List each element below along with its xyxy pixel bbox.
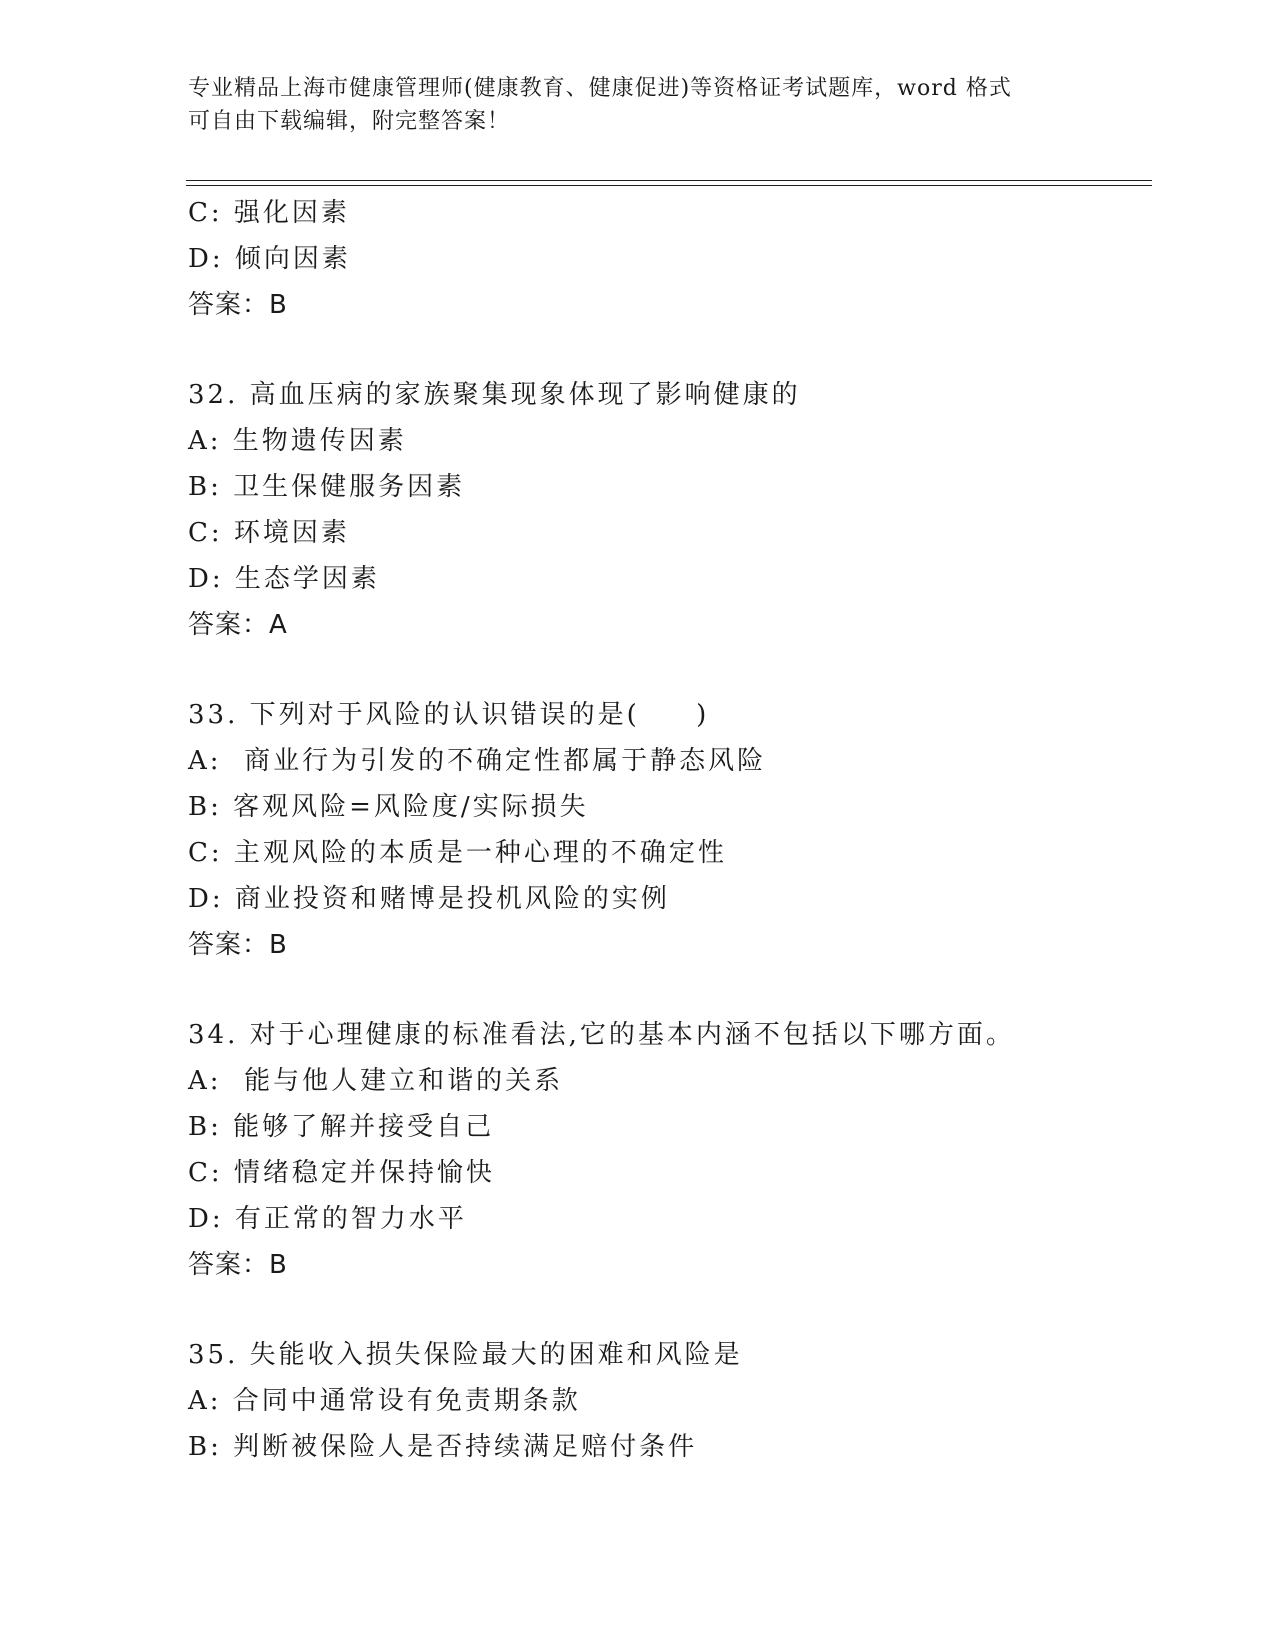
- option-b: B: 能够了解并接受自己: [188, 1112, 495, 1142]
- header-divider-top: [186, 180, 1152, 181]
- option-a: A: 能与他人建立和谐的关系: [188, 1066, 564, 1096]
- option-d: D: 商业投资和赌博是投机风险的实例: [188, 884, 670, 914]
- option-c: C: 主观风险的本质是一种心理的不确定性: [188, 838, 727, 868]
- option-d: D: 生态学因素: [188, 564, 380, 594]
- answer-line: 答案：B: [188, 1250, 288, 1280]
- option-c: C: 环境因素: [188, 518, 350, 548]
- answer-line: 答案：B: [188, 930, 288, 960]
- option-c: C: 强化因素: [188, 198, 350, 228]
- option-c: C: 情绪稳定并保持愉快: [188, 1158, 495, 1188]
- question-stem: 35. 失能收入损失保险最大的困难和风险是: [188, 1340, 743, 1370]
- answer-line: 答案：B: [188, 290, 288, 320]
- header-line-1: 专业精品上海市健康管理师(健康教育、健康促进)等资格证考试题库，word 格式: [188, 76, 1012, 101]
- header-line-2: 可自由下载编辑，附完整答案！: [188, 109, 511, 134]
- question-list: [188, 190, 1148, 1470]
- question-stem: 34. 对于心理健康的标准看法,它的基本内涵不包括以下哪方面。: [188, 1020, 1015, 1050]
- answer-line: 答案：A: [188, 610, 288, 640]
- option-a: A: 合同中通常设有免责期条款: [188, 1386, 581, 1416]
- option-b: B: 卫生保健服务因素: [188, 472, 466, 502]
- question-stem: 33. 下列对于风险的认识错误的是( ): [188, 700, 710, 730]
- option-d: D: 倾向因素: [188, 244, 351, 274]
- option-a: A: 商业行为引发的不确定性都属于静态风险: [188, 746, 767, 776]
- document-header: [188, 72, 1068, 138]
- option-a: A: 生物遗传因素: [188, 426, 407, 456]
- option-b: B: 客观风险=风险度/实际损失: [188, 792, 589, 822]
- option-d: D: 有正常的智力水平: [188, 1204, 467, 1234]
- header-divider-bottom: [186, 185, 1152, 186]
- option-b: B: 判断被保险人是否持续满足赔付条件: [188, 1432, 698, 1462]
- question-stem: 32. 高血压病的家族聚集现象体现了影响健康的: [188, 380, 801, 410]
